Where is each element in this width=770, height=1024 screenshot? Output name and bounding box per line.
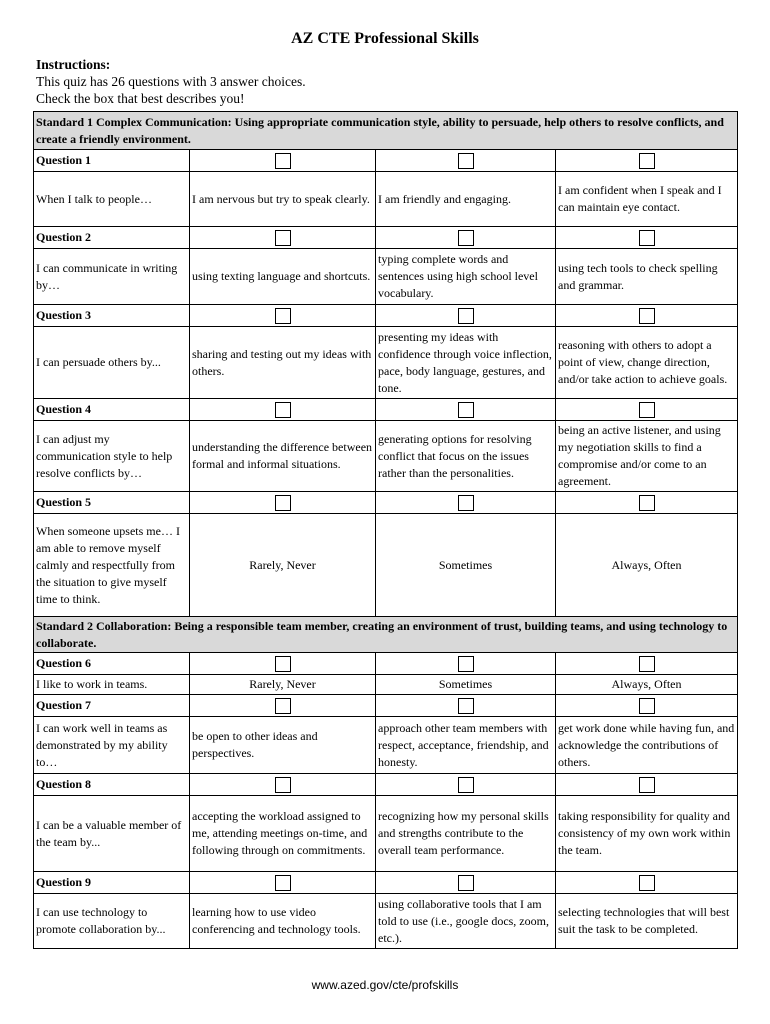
answer-option: get work done while having fun, and acknowledge the contributions of others. [556, 717, 738, 774]
answer-option: I am friendly and engaging. [376, 172, 556, 227]
question-prompt: I can use technology to promote collaboration by... [34, 894, 190, 949]
answer-checkbox[interactable] [275, 308, 291, 324]
answer-option: being an active listener, and using my negotiation skills to find a compromise and/or come to an agreement. [556, 421, 738, 492]
answer-option: be open to other ideas and perspectives. [190, 717, 376, 774]
answer-checkbox[interactable] [639, 495, 655, 511]
answer-checkbox[interactable] [275, 875, 291, 891]
answer-option: accepting the workload assigned to me, attending meetings on-time, and following through on commitments. [190, 796, 376, 872]
answer-checkbox[interactable] [458, 698, 474, 714]
answer-option: approach other team members with respect, acceptance, friendship, and honesty. [376, 717, 556, 774]
answer-checkbox[interactable] [275, 153, 291, 169]
answer-checkbox[interactable] [639, 656, 655, 672]
question-prompt: I can persuade others by... [34, 327, 190, 399]
answer-option: using tech tools to check spelling and grammar. [556, 249, 738, 305]
answer-checkbox[interactable] [639, 875, 655, 891]
question-label: Question 5 [34, 492, 190, 514]
answer-option: Always, Often [556, 514, 738, 617]
answer-checkbox[interactable] [458, 153, 474, 169]
question-label: Question 7 [34, 695, 190, 717]
standard-1-header: Standard 1 Complex Communication: Using appropriate communication style, ability to persuade, help others to resolve conflicts, and create a friendly environment. [34, 112, 738, 150]
answer-checkbox[interactable] [458, 777, 474, 793]
question-prompt: I can adjust my communication style to help resolve conflicts by… [34, 421, 190, 492]
instructions-line-1: This quiz has 26 questions with 3 answer choices. [36, 74, 306, 89]
question-label: Question 4 [34, 399, 190, 421]
answer-checkbox[interactable] [458, 402, 474, 418]
answer-option: learning how to use video conferencing and technology tools. [190, 894, 376, 949]
question-label: Question 9 [34, 872, 190, 894]
answer-checkbox[interactable] [458, 656, 474, 672]
answer-checkbox[interactable] [639, 153, 655, 169]
instructions-heading: Instructions: [36, 57, 111, 72]
answer-checkbox[interactable] [275, 495, 291, 511]
answer-checkbox[interactable] [275, 656, 291, 672]
answer-checkbox[interactable] [458, 875, 474, 891]
page-title: AZ CTE Professional Skills [291, 30, 479, 47]
answer-option: I am confident when I speak and I can maintain eye contact. [556, 172, 738, 227]
question-label: Question 2 [34, 227, 190, 249]
answer-option: recognizing how my personal skills and strengths contribute to the overall team performance. [376, 796, 556, 872]
answer-checkbox[interactable] [458, 230, 474, 246]
answer-option: understanding the difference between formal and informal situations. [190, 421, 376, 492]
question-prompt: When I talk to people… [34, 172, 190, 227]
answer-option: typing complete words and sentences using high school level vocabulary. [376, 249, 556, 305]
answer-checkbox[interactable] [639, 308, 655, 324]
answer-option: Rarely, Never [190, 675, 376, 695]
answer-checkbox[interactable] [639, 230, 655, 246]
answer-option: Sometimes [376, 514, 556, 617]
instructions [36, 56, 306, 107]
answer-option: Always, Often [556, 675, 738, 695]
question-label: Question 6 [34, 653, 190, 675]
question-label: Question 1 [34, 150, 190, 172]
answer-checkbox[interactable] [275, 230, 291, 246]
answer-option: sharing and testing out my ideas with others. [190, 327, 376, 399]
question-label: Question 3 [34, 305, 190, 327]
answer-checkbox[interactable] [458, 308, 474, 324]
question-prompt: I can be a valuable member of the team by... [34, 796, 190, 872]
question-label: Question 8 [34, 774, 190, 796]
question-prompt: I can communicate in writing by… [34, 249, 190, 305]
answer-option: I am nervous but try to speak clearly. [190, 172, 376, 227]
answer-option: presenting my ideas with confidence through voice inflection, pace, body language, gestures, and tone. [376, 327, 556, 399]
answer-option: taking responsibility for quality and consistency of my own work within the team. [556, 796, 738, 872]
answer-checkbox[interactable] [458, 495, 474, 511]
quiz-table [33, 111, 738, 949]
question-prompt: I can work well in teams as demonstrated by my ability to… [34, 717, 190, 774]
standard-2-header: Standard 2 Collaboration: Being a responsible team member, creating an environment of trust, building teams, and using technology to collaborate. [34, 617, 738, 653]
instructions-line-2: Check the box that best describes you! [36, 91, 245, 106]
answer-option: Rarely, Never [190, 514, 376, 617]
question-prompt: When someone upsets me… I am able to remove myself calmly and respectfully from the situation to give myself time to think. [34, 514, 190, 617]
answer-option: reasoning with others to adopt a point of view, change direction, and/or take action to achieve goals. [556, 327, 738, 399]
question-prompt: I like to work in teams. [34, 675, 190, 695]
answer-option: generating options for resolving conflict that focus on the issues rather than the personalities. [376, 421, 556, 492]
answer-checkbox[interactable] [639, 777, 655, 793]
footer-url: www.azed.gov/cte/profskills [311, 978, 459, 992]
answer-option: using texting language and shortcuts. [190, 249, 376, 305]
answer-checkbox[interactable] [639, 402, 655, 418]
answer-checkbox[interactable] [275, 777, 291, 793]
answer-option: using collaborative tools that I am told to use (i.e., google docs, zoom, etc.). [376, 894, 556, 949]
answer-checkbox[interactable] [275, 402, 291, 418]
answer-checkbox[interactable] [275, 698, 291, 714]
answer-checkbox[interactable] [639, 698, 655, 714]
answer-option: selecting technologies that will best suit the task to be completed. [556, 894, 738, 949]
answer-option: Sometimes [376, 675, 556, 695]
